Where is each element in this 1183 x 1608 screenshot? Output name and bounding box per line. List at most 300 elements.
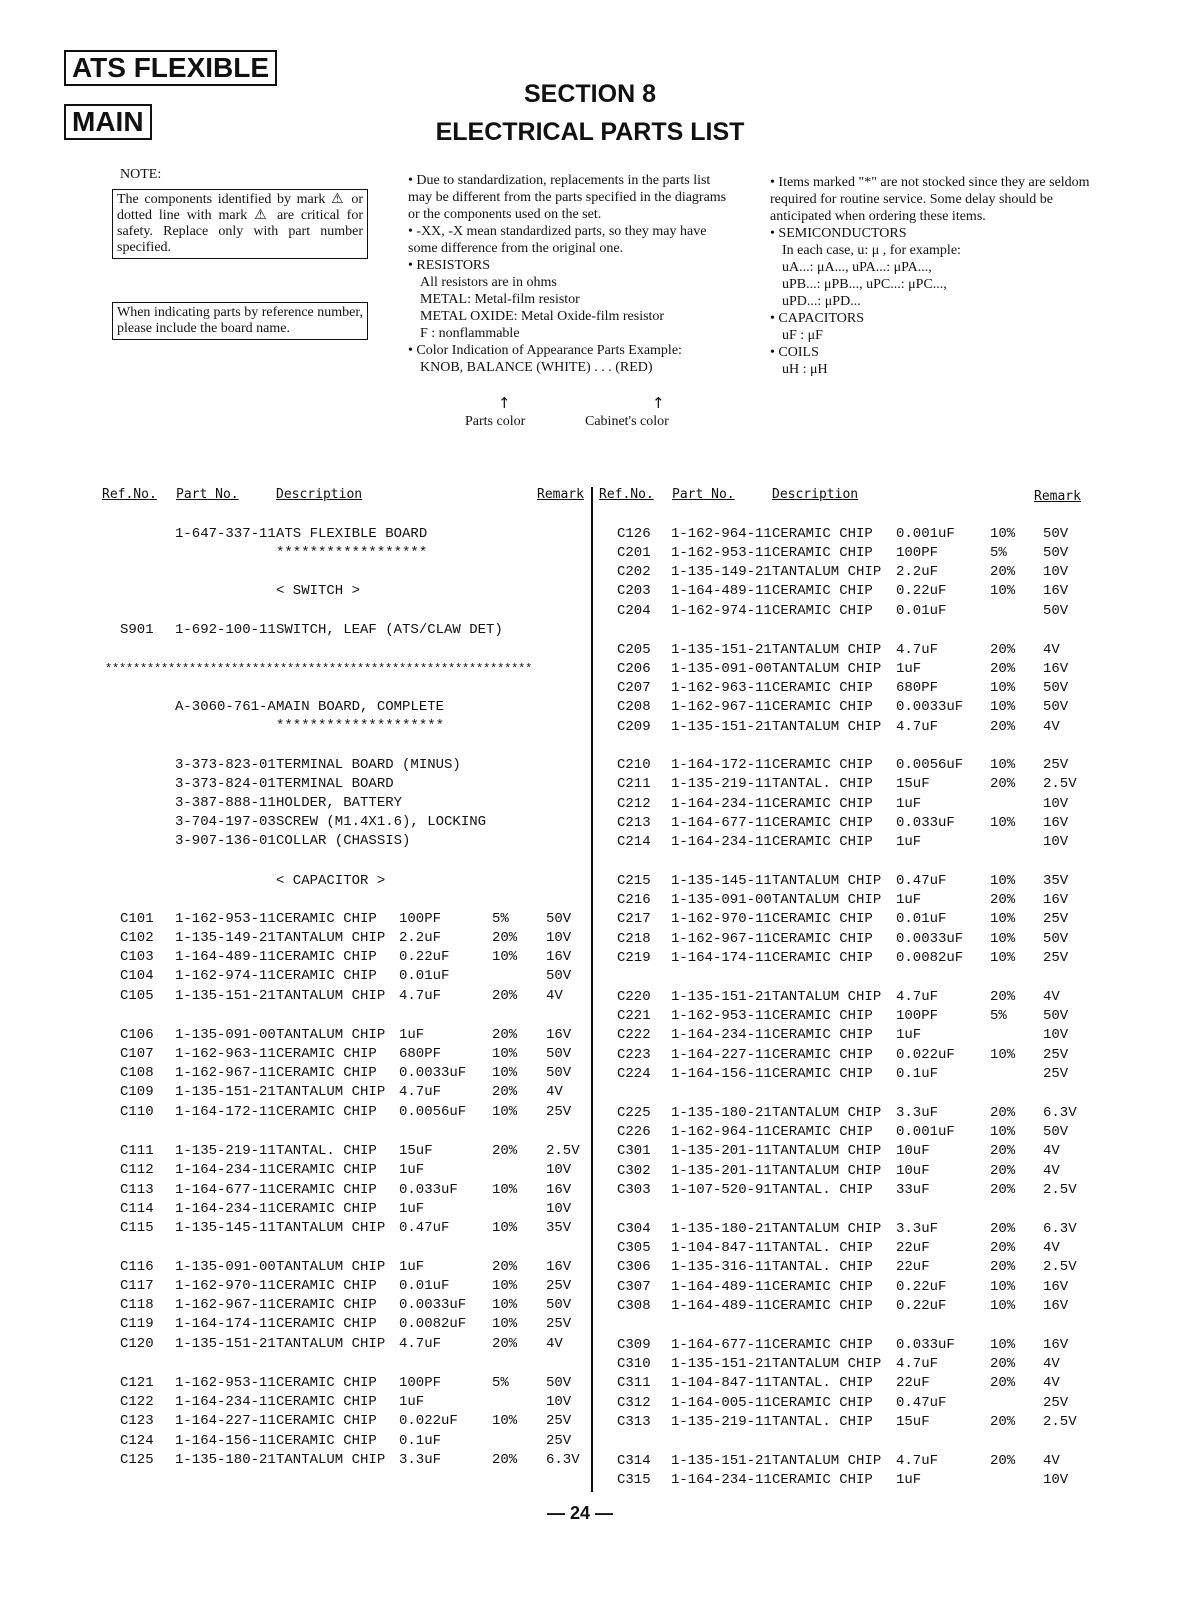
cell-part: 1-164-489-11 <box>175 949 276 965</box>
cell-part: 1-135-091-00 <box>671 661 772 677</box>
column-divider <box>591 487 593 1492</box>
cell-part: 3-373-823-01 <box>175 757 276 773</box>
cell-volt: 50V <box>546 1065 572 1081</box>
cell-desc: CERAMIC CHIP <box>772 699 873 715</box>
cell-val: 1uF <box>399 1394 425 1410</box>
semiconductors-line3: uPB...: μPB..., uPC...: μPC..., <box>782 277 947 292</box>
resistors-metal: METAL: Metal-film resistor <box>420 292 580 307</box>
cell-volt: 50V <box>1043 526 1069 542</box>
cell-tol: 20% <box>990 1259 1016 1275</box>
cell-volt: 2.5V <box>1043 776 1077 792</box>
cell-ref: C203 <box>617 583 651 599</box>
cell-volt: 16V <box>546 1027 572 1043</box>
cell-tol: 10% <box>990 815 1016 831</box>
cell-volt: 16V <box>1043 583 1069 599</box>
cell-volt: 50V <box>1043 1124 1069 1140</box>
cell-desc: CERAMIC CHIP <box>772 1298 873 1314</box>
cell-desc: MAIN BOARD, COMPLETE <box>276 699 445 715</box>
cell-volt: 50V <box>1043 545 1069 561</box>
cell-part: 1-135-219-11 <box>175 1143 276 1159</box>
cell-ref: C122 <box>120 1394 154 1410</box>
cell-volt: 10V <box>546 930 572 946</box>
cell-val: 0.47uF <box>896 873 947 889</box>
cell-desc: TANTALUM CHIP <box>772 873 882 889</box>
cell-desc: CERAMIC CHIP <box>772 757 873 773</box>
cell-ref: C219 <box>617 950 651 966</box>
cell-part: 1-164-234-11 <box>175 1394 276 1410</box>
cell-ref: C306 <box>617 1259 651 1275</box>
cell-tol: 20% <box>990 989 1016 1005</box>
cell-volt: 16V <box>1043 892 1069 908</box>
section-title: ELECTRICAL PARTS LIST <box>435 118 745 146</box>
cell-tol: 20% <box>990 1143 1016 1159</box>
cell-ref: C111 <box>120 1143 154 1159</box>
cell-tol: 20% <box>492 1452 518 1468</box>
cell-desc: TANTAL. CHIP <box>772 1414 873 1430</box>
cell-part: 1-135-180-21 <box>175 1452 276 1468</box>
cell-part: 1-135-151-21 <box>671 989 772 1005</box>
cell-val: 0.022uF <box>896 1047 955 1063</box>
cell-tol: 10% <box>990 1047 1016 1063</box>
cell-tol: 10% <box>492 1046 518 1062</box>
cell-part: 1-162-964-11 <box>671 526 772 542</box>
cell-ref: C301 <box>617 1143 651 1159</box>
cell-desc: CERAMIC CHIP <box>772 1124 873 1140</box>
cell-volt: 16V <box>1043 815 1069 831</box>
cell-tol: 10% <box>990 680 1016 696</box>
cell-part: 1-164-677-11 <box>175 1182 276 1198</box>
cell-desc: CERAMIC CHIP <box>772 950 873 966</box>
ats-flexible-title: ATS FLEXIBLE <box>64 50 277 86</box>
section-number: SECTION 8 <box>524 80 656 108</box>
cell-part: 1-647-337-11 <box>175 526 276 542</box>
cell-tol: 10% <box>492 1104 518 1120</box>
cell-desc: CERAMIC CHIP <box>772 1066 873 1082</box>
cell-val: 0.0082uF <box>896 950 964 966</box>
cell-val: 15uF <box>896 1414 930 1430</box>
cell-part: 1-162-974-11 <box>671 603 772 619</box>
left-header-remark: Remark <box>537 487 584 502</box>
cell-val: 0.001uF <box>896 526 955 542</box>
cell-desc: TANTALUM CHIP <box>276 1220 386 1236</box>
cell-volt: 50V <box>546 1375 572 1391</box>
cell-desc: TANTALUM CHIP <box>276 1336 386 1352</box>
cell-volt: 25V <box>1043 911 1069 927</box>
cell-tol: 20% <box>990 719 1016 735</box>
cell-desc: COLLAR (CHASSIS) <box>276 833 411 849</box>
cell-ref: C217 <box>617 911 651 927</box>
resistors-nonflammable: F : nonflammable <box>420 326 520 341</box>
cell-val: 4.7uF <box>896 1356 939 1372</box>
cell-val: 1uF <box>399 1201 425 1217</box>
resistors-heading: • RESISTORS <box>408 258 491 273</box>
parts-color-arrow: ↑ <box>498 394 511 412</box>
cell-desc: CERAMIC CHIP <box>276 1316 377 1332</box>
cell-volt: 25V <box>546 1413 572 1429</box>
cell-ref: C220 <box>617 989 651 1005</box>
cell-ref: C202 <box>617 564 651 580</box>
cell-tol: 10% <box>990 699 1016 715</box>
cell-desc: TANTALUM CHIP <box>276 930 386 946</box>
cell-tol: 20% <box>492 988 518 1004</box>
cell-val: 4.7uF <box>399 1336 442 1352</box>
cell-part: 1-164-234-11 <box>175 1201 276 1217</box>
cell-ref: C224 <box>617 1066 651 1082</box>
cell-tol: 20% <box>990 1221 1016 1237</box>
cell-part: 1-135-149-21 <box>175 930 276 946</box>
cell-ref: C305 <box>617 1240 651 1256</box>
cell-part: 1-135-151-21 <box>671 1356 772 1372</box>
cell-tol: 10% <box>492 1065 518 1081</box>
cell-part: 1-135-145-11 <box>671 873 772 889</box>
cell-tol: 10% <box>990 1124 1016 1140</box>
cell-ref: C105 <box>120 988 154 1004</box>
cell-ref: C205 <box>617 642 651 658</box>
cell-desc: CERAMIC CHIP <box>772 545 873 561</box>
semiconductors-line1: In each case, u: μ , for example: <box>782 243 961 258</box>
cell-desc: ****************** <box>276 545 428 561</box>
cell-desc: TANTALUM CHIP <box>276 1027 386 1043</box>
cell-ref: C222 <box>617 1027 651 1043</box>
cell-val: 0.022uF <box>399 1413 458 1429</box>
cell-tol: 5% <box>990 1008 1007 1024</box>
cell-volt: 50V <box>1043 699 1069 715</box>
cell-val: 1uF <box>399 1027 425 1043</box>
cell-part: 1-164-489-11 <box>671 583 772 599</box>
cell-part: 1-164-174-11 <box>175 1316 276 1332</box>
cell-ref: C124 <box>120 1433 154 1449</box>
cell-ref: C225 <box>617 1105 651 1121</box>
cell-part: 1-162-963-11 <box>671 680 772 696</box>
cell-tol: 20% <box>990 661 1016 677</box>
cell-desc: CERAMIC CHIP <box>276 1201 377 1217</box>
cell-volt: 16V <box>1043 1298 1069 1314</box>
cell-desc: CERAMIC CHIP <box>276 1065 377 1081</box>
cell-ref: C218 <box>617 931 651 947</box>
cell-tol: 20% <box>990 776 1016 792</box>
cell-desc: CERAMIC CHIP <box>772 583 873 599</box>
cell-val: 4.7uF <box>399 1084 442 1100</box>
cell-part: 1-162-970-11 <box>175 1278 276 1294</box>
color-indication-heading: • Color Indication of Appearance Parts Example: <box>408 343 682 358</box>
cell-val: 0.033uF <box>896 1337 955 1353</box>
cell-ref: C126 <box>617 526 651 542</box>
cell-part: 1-135-201-11 <box>671 1143 772 1159</box>
cell-val: 0.0056uF <box>399 1104 467 1120</box>
cell-ref: C207 <box>617 680 651 696</box>
cell-ref: C312 <box>617 1395 651 1411</box>
cell-desc: ATS FLEXIBLE BOARD <box>276 526 428 542</box>
cell-val: 4.7uF <box>896 642 939 658</box>
cell-val: 3.3uF <box>399 1452 442 1468</box>
cell-volt: 10V <box>1043 796 1069 812</box>
cabinet-color-label: Cabinet's color <box>585 414 669 429</box>
cell-volt: 4V <box>1043 1356 1060 1372</box>
cell-desc: TANTALUM CHIP <box>772 1143 882 1159</box>
cell-ref: C304 <box>617 1221 651 1237</box>
cell-volt: 4V <box>1043 642 1060 658</box>
cell-ref: C315 <box>617 1472 651 1488</box>
cell-desc: SWITCH, LEAF (ATS/CLAW DET) <box>276 622 503 638</box>
cell-ref: C204 <box>617 603 651 619</box>
cell-ref: C213 <box>617 815 651 831</box>
cell-val: 1uF <box>896 1027 922 1043</box>
cell-val: 1uF <box>896 796 922 812</box>
cell-part: 1-164-172-11 <box>175 1104 276 1120</box>
cell-tol: 10% <box>990 1298 1016 1314</box>
cell-val: 0.0033uF <box>399 1297 467 1313</box>
cell-val: 22uF <box>896 1240 930 1256</box>
cell-part: 1-135-145-11 <box>175 1220 276 1236</box>
cell-volt: 16V <box>1043 661 1069 677</box>
cell-volt: 4V <box>546 1084 563 1100</box>
cell-tol: 20% <box>990 1453 1016 1469</box>
cell-val: 3.3uF <box>896 1221 939 1237</box>
cell-volt: 6.3V <box>546 1452 580 1468</box>
cell-desc: TANTAL. CHIP <box>772 1182 873 1198</box>
cell-desc: CERAMIC CHIP <box>276 1182 377 1198</box>
cell-ref: C121 <box>120 1375 154 1391</box>
cell-volt: 35V <box>1043 873 1069 889</box>
cell-val: 100PF <box>399 1375 442 1391</box>
left-header-desc: Description <box>276 487 363 502</box>
cell-tol: 10% <box>492 1278 518 1294</box>
cell-desc: CERAMIC CHIP <box>772 680 873 696</box>
cell-ref: C211 <box>617 776 651 792</box>
cell-ref: C110 <box>120 1104 154 1120</box>
cell-ref: C309 <box>617 1337 651 1353</box>
cell-tol: 20% <box>492 1027 518 1043</box>
cell-desc: CERAMIC CHIP <box>276 1046 377 1062</box>
cell-desc: TANTALUM CHIP <box>276 1259 386 1275</box>
cell-part: 1-107-520-91 <box>671 1182 772 1198</box>
cell-tol: 20% <box>990 1182 1016 1198</box>
cell-part: 1-164-156-11 <box>671 1066 772 1082</box>
cell-part: 1-135-219-11 <box>671 776 772 792</box>
cell-volt: 4V <box>546 988 563 1004</box>
cell-part: 1-162-967-11 <box>671 931 772 947</box>
cell-desc: CERAMIC CHIP <box>276 1433 377 1449</box>
cell-val: 22uF <box>896 1375 930 1391</box>
cell-volt: 4V <box>1043 1375 1060 1391</box>
cell-ref: C106 <box>120 1027 154 1043</box>
cell-val: 100PF <box>896 1008 939 1024</box>
cell-ref: C114 <box>120 1201 154 1217</box>
cell-desc: CERAMIC CHIP <box>772 1337 873 1353</box>
cell-val: 10uF <box>896 1143 930 1159</box>
cell-ref: S901 <box>120 622 154 638</box>
cell-volt: 25V <box>1043 1395 1069 1411</box>
cell-val: 0.47uF <box>399 1220 450 1236</box>
cell-volt: 4V <box>1043 1143 1060 1159</box>
cell-part: 3-704-197-03 <box>175 814 276 830</box>
cell-part: 1-135-219-11 <box>671 1414 772 1430</box>
cell-ref: C125 <box>120 1452 154 1468</box>
right-header-ref: Ref.No. <box>599 487 654 502</box>
cell-tol: 10% <box>492 949 518 965</box>
cell-tol: 10% <box>492 1413 518 1429</box>
cell-tol: 10% <box>990 1337 1016 1353</box>
cell-part: 1-164-234-11 <box>671 796 772 812</box>
cell-desc: CERAMIC CHIP <box>276 968 377 984</box>
cell-volt: 10V <box>546 1162 572 1178</box>
cell-desc: CERAMIC CHIP <box>276 1104 377 1120</box>
cell-volt: 4V <box>1043 719 1060 735</box>
cell-part: 1-135-201-11 <box>671 1163 772 1179</box>
cell-volt: 50V <box>1043 931 1069 947</box>
cell-desc: TANTAL. CHIP <box>772 776 873 792</box>
cell-volt: 16V <box>1043 1279 1069 1295</box>
cell-desc: TANTALUM CHIP <box>772 989 882 1005</box>
cell-part: 1-162-974-11 <box>175 968 276 984</box>
cell-volt: 4V <box>546 1336 563 1352</box>
cell-ref: C216 <box>617 892 651 908</box>
cell-desc: CERAMIC CHIP <box>772 1279 873 1295</box>
cell-ref: C102 <box>120 930 154 946</box>
cell-volt: 10V <box>1043 564 1069 580</box>
cell-part: 1-164-172-11 <box>671 757 772 773</box>
cell-part: 1-135-151-21 <box>175 988 276 1004</box>
cell-desc: TANTALUM CHIP <box>276 988 386 1004</box>
cell-volt: 25V <box>1043 1066 1069 1082</box>
cell-val: 0.47uF <box>896 1395 947 1411</box>
cell-ref: C303 <box>617 1182 651 1198</box>
cell-ref: C103 <box>120 949 154 965</box>
cell-desc: CERAMIC CHIP <box>276 1278 377 1294</box>
cell-part: 1-135-316-11 <box>671 1259 772 1275</box>
cell-ref: C113 <box>120 1182 154 1198</box>
cell-ref: C208 <box>617 699 651 715</box>
cell-desc: HOLDER, BATTERY <box>276 795 403 811</box>
cell-tol: 10% <box>492 1182 518 1198</box>
cell-val: 0.0033uF <box>896 699 964 715</box>
cell-ref: C214 <box>617 834 651 850</box>
cell-ref: C117 <box>120 1278 154 1294</box>
cell-ref: C210 <box>617 757 651 773</box>
cell-desc: < SWITCH > <box>276 583 361 599</box>
cell-val: 0.033uF <box>896 815 955 831</box>
cell-desc: TANTAL. CHIP <box>276 1143 377 1159</box>
cell-volt: 50V <box>546 968 572 984</box>
cell-ref: C223 <box>617 1047 651 1063</box>
cell-part: 1-135-091-00 <box>671 892 772 908</box>
cell-val: 33uF <box>896 1182 930 1198</box>
cell-desc: CERAMIC CHIP <box>772 834 873 850</box>
cell-tol: 20% <box>990 642 1016 658</box>
cell-desc: CERAMIC CHIP <box>772 1395 873 1411</box>
cell-val: 22uF <box>896 1259 930 1275</box>
cell-tol: 10% <box>990 1279 1016 1295</box>
cell-desc: CERAMIC CHIP <box>276 1394 377 1410</box>
board-separator: ************************************************************* <box>105 662 533 676</box>
cell-ref: C310 <box>617 1356 651 1372</box>
cell-desc: TANTALUM CHIP <box>772 564 882 580</box>
cell-val: 0.01uF <box>896 911 947 927</box>
cell-tol: 20% <box>492 1143 518 1159</box>
cell-tol: 10% <box>990 873 1016 889</box>
cell-desc: TANTALUM CHIP <box>276 1452 386 1468</box>
cell-volt: 2.5V <box>1043 1259 1077 1275</box>
cell-tol: 20% <box>990 1163 1016 1179</box>
cell-tol: 20% <box>492 1336 518 1352</box>
cell-part: 1-164-227-11 <box>671 1047 772 1063</box>
cell-desc: CERAMIC CHIP <box>772 603 873 619</box>
cell-volt: 50V <box>1043 680 1069 696</box>
cell-val: 4.7uF <box>896 989 939 1005</box>
page-number: — 24 — <box>546 1503 614 1523</box>
note-label: NOTE: <box>120 167 162 182</box>
cell-val: 0.22uF <box>399 949 450 965</box>
cell-desc: CERAMIC CHIP <box>276 1162 377 1178</box>
cell-ref: C212 <box>617 796 651 812</box>
coils-heading: • COILS <box>770 345 819 360</box>
cell-ref: C215 <box>617 873 651 889</box>
cell-volt: 25V <box>546 1433 572 1449</box>
cell-val: 2.2uF <box>399 930 442 946</box>
cell-volt: 50V <box>546 1046 572 1062</box>
cell-tol: 10% <box>990 757 1016 773</box>
cell-tol: 20% <box>990 1414 1016 1430</box>
cell-desc: CERAMIC CHIP <box>772 1008 873 1024</box>
cell-volt: 6.3V <box>1043 1105 1077 1121</box>
cell-desc: CERAMIC CHIP <box>772 1047 873 1063</box>
cell-val: 3.3uF <box>896 1105 939 1121</box>
cell-desc: TANTAL. CHIP <box>772 1240 873 1256</box>
cell-desc: CERAMIC CHIP <box>772 815 873 831</box>
cell-val: 680PF <box>896 680 939 696</box>
cell-volt: 25V <box>1043 757 1069 773</box>
cell-desc: CERAMIC CHIP <box>772 796 873 812</box>
cell-val: 10uF <box>896 1163 930 1179</box>
right-header-desc: Description <box>772 487 859 502</box>
cell-tol: 10% <box>990 583 1016 599</box>
cell-val: 1uF <box>896 1472 922 1488</box>
cell-ref: C108 <box>120 1065 154 1081</box>
cell-volt: 4V <box>1043 1240 1060 1256</box>
capacitors-heading: • CAPACITORS <box>770 311 864 326</box>
cell-part: 1-135-149-21 <box>671 564 772 580</box>
cell-part: 1-135-091-00 <box>175 1259 276 1275</box>
cell-desc: CERAMIC CHIP <box>772 1472 873 1488</box>
cell-tol: 20% <box>990 564 1016 580</box>
cell-val: 1uF <box>896 892 922 908</box>
cell-desc: TANTALUM CHIP <box>772 1105 882 1121</box>
cell-part: 1-135-091-00 <box>175 1027 276 1043</box>
cell-ref: C302 <box>617 1163 651 1179</box>
right-header-part: Part No. <box>672 487 735 502</box>
cell-part: 1-164-489-11 <box>671 1298 772 1314</box>
cell-part: 3-373-824-01 <box>175 776 276 792</box>
cell-val: 0.01uF <box>399 968 450 984</box>
cell-desc: TANTALUM CHIP <box>772 892 882 908</box>
cell-val: 100PF <box>399 911 442 927</box>
cell-volt: 4V <box>1043 1163 1060 1179</box>
cell-volt: 25V <box>546 1316 572 1332</box>
cell-tol: 10% <box>492 1220 518 1236</box>
cell-volt: 10V <box>1043 1472 1069 1488</box>
cell-part: 1-162-964-11 <box>671 1124 772 1140</box>
cell-val: 0.1uF <box>896 1066 939 1082</box>
cell-val: 2.2uF <box>896 564 939 580</box>
cell-tol: 5% <box>990 545 1007 561</box>
cell-ref: C307 <box>617 1279 651 1295</box>
cell-desc: CERAMIC CHIP <box>276 911 377 927</box>
cell-desc: TANTALUM CHIP <box>772 661 882 677</box>
cell-tol: 10% <box>492 1297 518 1313</box>
cell-desc: TANTALUM CHIP <box>772 719 882 735</box>
cell-desc: ******************** <box>276 718 445 734</box>
cell-part: 1-135-151-21 <box>671 1453 772 1469</box>
